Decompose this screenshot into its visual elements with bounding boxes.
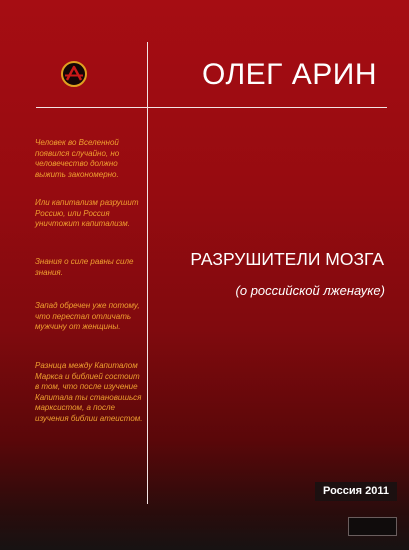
corner-box <box>348 517 397 536</box>
quote-4: Запад обречен уже потому, что перестал отличать мужчину от женщины. <box>35 301 140 331</box>
quote-1: Человек во Вселенной появился случайно, но человечество должно выжить закономерно. <box>35 138 120 179</box>
book-subtitle: (о российской лженауке) <box>235 283 385 298</box>
quote-2: Или капитализм разрушит Россию, или Россия уничтожит капитализм. <box>35 198 139 228</box>
anarchy-circle-icon <box>61 61 87 87</box>
vertical-rule <box>147 42 148 504</box>
horizontal-rule <box>36 107 387 108</box>
author-name: ОЛЕГ АРИН <box>201 58 377 91</box>
quote-5: Разница между Капиталом Маркса и библией состоит в том, что после изучение Капитала ты становишься марксистом, а после изучения библии атеистом. <box>35 361 143 423</box>
book-title: РАЗРУШИТЕЛИ МОЗГА <box>190 249 384 269</box>
quote-3: Знания о силе равны силе знания. <box>35 257 134 277</box>
year-badge: Россия 2011 <box>315 482 397 501</box>
